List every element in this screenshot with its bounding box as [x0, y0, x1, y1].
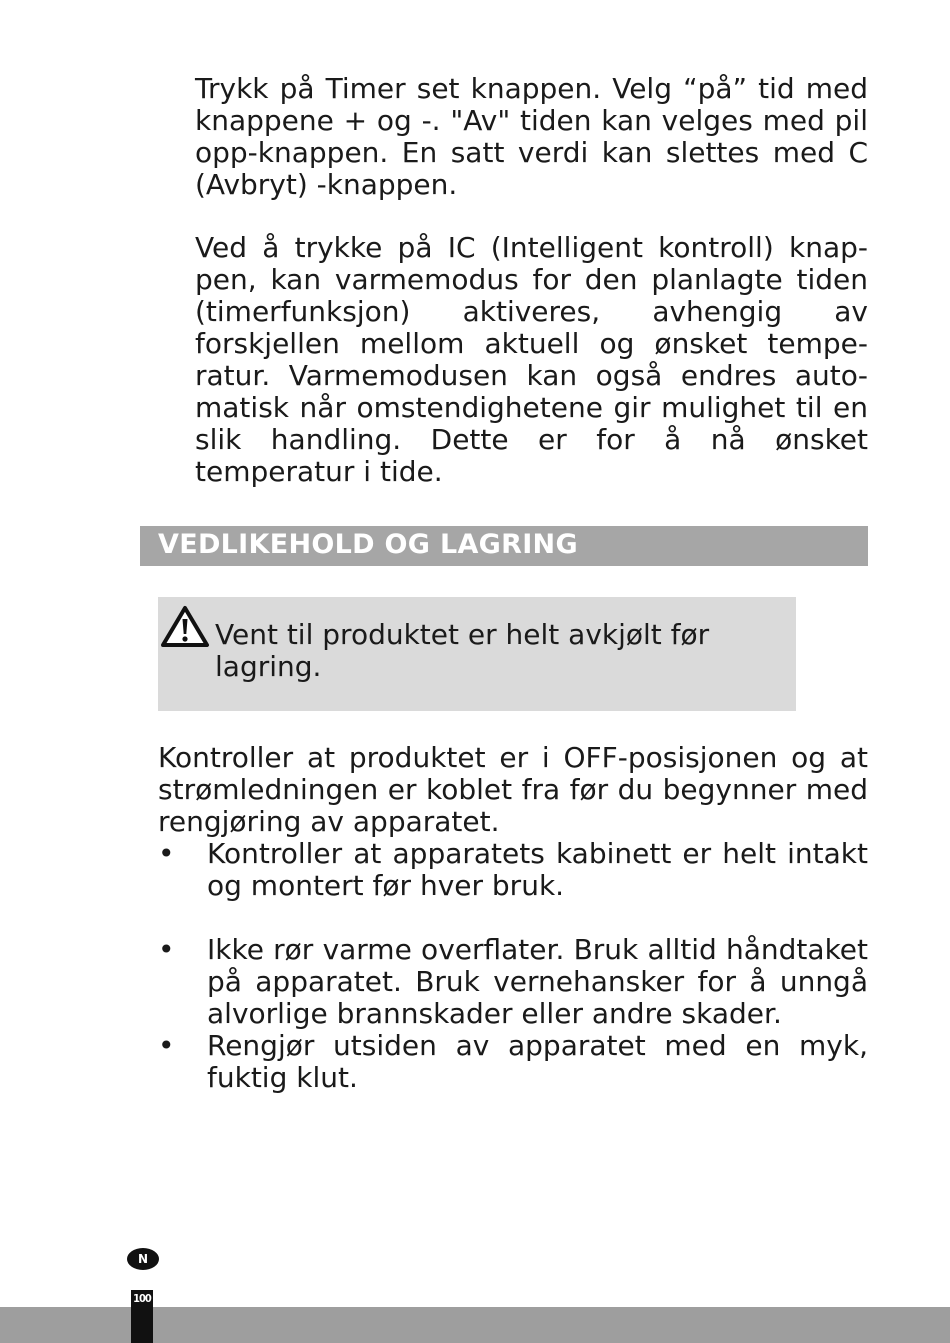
timer-paragraph: Trykk på Timer set knappen. Velg “på” tid med knappene + og -. "Av" tiden kan velges med pil opp-knappen. En satt verdi kan slettes med C (Avbryt) -knappen. [195, 72, 868, 201]
page-number: 100 [133, 1292, 151, 1305]
section-header-bar [140, 526, 868, 566]
intelligent-control-paragraph: Ved å trykke på IC (Intelligent kontroll) knappen, kan varmemodus for den planlagte tiden (timerfunksjon) aktiveres, avhengig av forskjellen mellom aktuell og ønsket temperatur. Varmemodusen kan også endres automatisk når omstendighetene gir mulighet til en slik handling. Dette er for å nå ønsket temperatur i tide. [195, 231, 868, 488]
language-badge: N [127, 1248, 159, 1270]
warning-box [158, 597, 796, 711]
list-item-text: Kontroller at apparatets kabinett er helt intakt og montert før hver bruk. [207, 837, 868, 902]
bullet-point-icon: • [158, 1029, 175, 1062]
maintenance-bullet-list [158, 838, 868, 1094]
list-item-text: Ikke rør varme overflater. Bruk alltid håndtaket på apparatet. Bruk vernehansker for å unngå alvorlige brannskader eller andre skader. [207, 933, 868, 1030]
list-item [158, 934, 868, 1030]
section-title: VEDLIKEHOLD OG LAGRING [158, 529, 578, 560]
warning-triangle-icon [160, 605, 210, 649]
page-number-tab [131, 1290, 153, 1343]
list-item-text: Rengjør utsiden av apparatet med en myk, fuktig klut. [207, 1029, 868, 1094]
list-item [158, 1030, 868, 1094]
maintenance-paragraph: Kontroller at produktet er i OFF-posisjonen og at strømledningen er koblet fra før du begynner med rengjøring av apparatet. [158, 741, 868, 838]
list-item [158, 838, 868, 902]
bullet-point-icon: • [158, 933, 175, 966]
bullet-point-icon: • [158, 837, 175, 870]
warning-text: Vent til produktet er helt avkjølt før lagring. [215, 618, 710, 683]
